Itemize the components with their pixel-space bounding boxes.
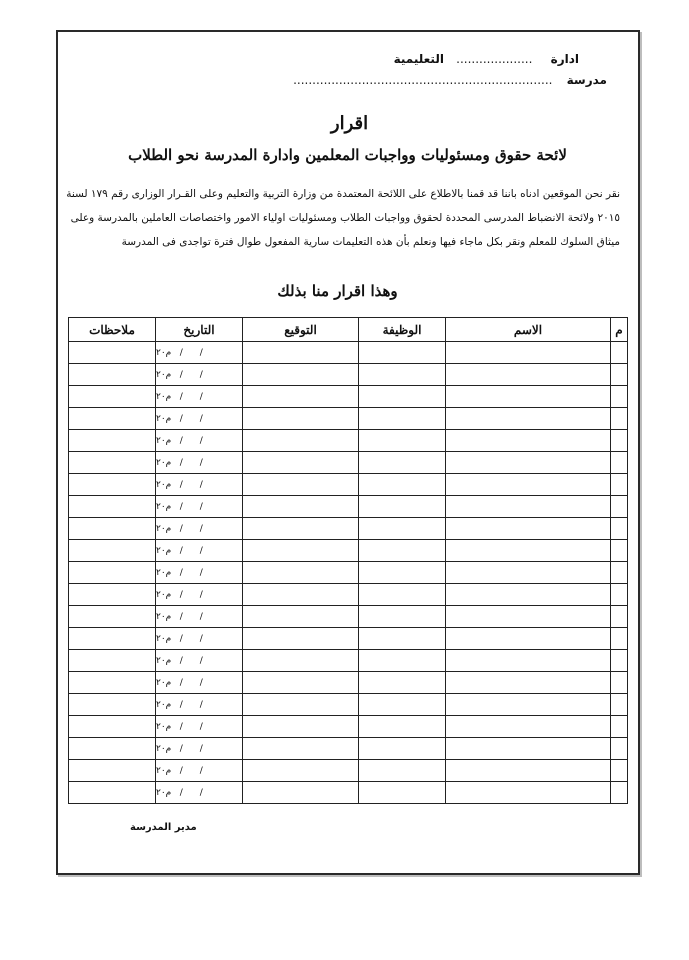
cell-num[interactable]	[611, 584, 628, 606]
date-slash: /	[179, 545, 183, 556]
cell-notes[interactable]	[69, 452, 156, 474]
cell-num[interactable]	[611, 408, 628, 430]
date-slash: /	[179, 479, 183, 490]
cell-notes[interactable]	[69, 606, 156, 628]
date-era-suffix: م	[165, 699, 172, 710]
date-slash: /	[179, 677, 183, 688]
date-year-prefix: ٢٠	[156, 457, 166, 468]
educational-label: التعليمية	[393, 52, 444, 66]
table-row	[69, 540, 628, 562]
cell-notes[interactable]	[69, 562, 156, 584]
cell-name[interactable]	[446, 760, 611, 782]
cell-name[interactable]	[446, 474, 611, 496]
cell-signature[interactable]	[243, 518, 359, 540]
date-era-suffix: م	[165, 413, 172, 424]
date-slash: /	[179, 699, 183, 710]
date-year-prefix: ٢٠	[156, 611, 166, 622]
col-signature-header: التوقيع	[243, 318, 359, 342]
paragraph-line-2: ٢٠١٥ ولائحة الانضباط المدرسى المحددة لحقوق وواجبات الطلاب ومسئوليات اولياء الامور واختصاصات العاملين بالمدرسة وعلى	[70, 212, 620, 224]
cell-job[interactable]	[359, 672, 446, 694]
date-slash: /	[199, 721, 203, 732]
cell-notes[interactable]	[69, 540, 156, 562]
cell-job[interactable]	[359, 364, 446, 386]
date-slash: /	[199, 369, 203, 380]
cell-name[interactable]	[446, 430, 611, 452]
cell-num[interactable]	[611, 364, 628, 386]
cell-name[interactable]	[446, 738, 611, 760]
cell-signature[interactable]	[243, 364, 359, 386]
cell-job[interactable]	[359, 584, 446, 606]
cell-name[interactable]	[446, 496, 611, 518]
date-slash: /	[199, 787, 203, 798]
cell-num[interactable]	[611, 782, 628, 804]
cell-notes[interactable]	[69, 408, 156, 430]
cell-date[interactable]	[156, 650, 243, 672]
date-slash: /	[199, 633, 203, 644]
date-era-suffix: م	[165, 721, 172, 732]
cell-job[interactable]	[359, 760, 446, 782]
table-body	[69, 342, 628, 804]
date-slash: /	[179, 391, 183, 402]
cell-signature[interactable]	[243, 562, 359, 584]
date-slash: /	[179, 501, 183, 512]
date-slash: /	[199, 655, 203, 666]
cell-date[interactable]	[156, 430, 243, 452]
cell-num[interactable]	[611, 738, 628, 760]
cell-notes[interactable]	[69, 650, 156, 672]
school-line	[293, 73, 607, 87]
cell-date[interactable]	[156, 562, 243, 584]
date-era-suffix: م	[165, 589, 172, 600]
cell-job[interactable]	[359, 562, 446, 584]
col-notes-header: ملاحظات	[69, 318, 156, 342]
cell-name[interactable]	[446, 650, 611, 672]
date-slash: /	[179, 413, 183, 424]
date-slash: /	[199, 501, 203, 512]
date-slash: /	[199, 479, 203, 490]
cell-date[interactable]	[156, 782, 243, 804]
date-era-suffix: م	[165, 567, 172, 578]
date-era-suffix: م	[165, 655, 172, 666]
cell-date[interactable]	[156, 738, 243, 760]
cell-job[interactable]	[359, 386, 446, 408]
cell-notes[interactable]	[69, 584, 156, 606]
table-row	[69, 694, 628, 716]
date-era-suffix: م	[165, 347, 172, 358]
date-year-prefix: ٢٠	[156, 721, 166, 732]
date-year-prefix: ٢٠	[156, 765, 166, 776]
cell-job[interactable]	[359, 782, 446, 804]
table-row	[69, 650, 628, 672]
date-year-prefix: ٢٠	[156, 567, 166, 578]
date-year-prefix: ٢٠	[156, 655, 166, 666]
cell-name[interactable]	[446, 694, 611, 716]
cell-num[interactable]	[611, 562, 628, 584]
cell-job[interactable]	[359, 342, 446, 364]
cell-job[interactable]	[359, 430, 446, 452]
col-date-header: التاريخ	[156, 318, 243, 342]
cell-date[interactable]	[156, 716, 243, 738]
table-row	[69, 408, 628, 430]
cell-date[interactable]	[156, 584, 243, 606]
cell-date[interactable]	[156, 606, 243, 628]
date-slash: /	[179, 633, 183, 644]
cell-notes[interactable]	[69, 760, 156, 782]
cell-num[interactable]	[611, 496, 628, 518]
cell-job[interactable]	[359, 716, 446, 738]
cell-num[interactable]	[611, 650, 628, 672]
date-year-prefix: ٢٠	[156, 699, 166, 710]
cell-date[interactable]	[156, 672, 243, 694]
cell-num[interactable]	[611, 694, 628, 716]
cell-num[interactable]	[611, 452, 628, 474]
cell-date[interactable]	[156, 364, 243, 386]
cell-job[interactable]	[359, 518, 446, 540]
cell-signature[interactable]	[243, 540, 359, 562]
date-slash: /	[179, 721, 183, 732]
cell-name[interactable]	[446, 672, 611, 694]
cell-date[interactable]	[156, 518, 243, 540]
principal-signature-label: مدير المدرسة	[130, 822, 197, 833]
cell-signature[interactable]	[243, 628, 359, 650]
cell-date[interactable]	[156, 342, 243, 364]
col-number-header: م	[611, 318, 628, 342]
date-era-suffix: م	[165, 743, 172, 754]
col-job-header: الوظيفة	[359, 318, 446, 342]
administration-label: ادارة	[550, 52, 579, 66]
date-year-prefix: ٢٠	[156, 787, 166, 798]
cell-signature[interactable]	[243, 342, 359, 364]
cell-num[interactable]	[611, 716, 628, 738]
date-slash: /	[179, 589, 183, 600]
date-slash: /	[199, 677, 203, 688]
cell-notes[interactable]	[69, 694, 156, 716]
cell-notes[interactable]	[69, 342, 156, 364]
table-row	[69, 496, 628, 518]
cell-signature[interactable]	[243, 782, 359, 804]
col-name-header: الاسم	[446, 318, 611, 342]
cell-job[interactable]	[359, 738, 446, 760]
cell-num[interactable]	[611, 606, 628, 628]
cell-notes[interactable]	[69, 738, 156, 760]
table-row	[69, 584, 628, 606]
cell-signature[interactable]	[243, 738, 359, 760]
table-header-row	[69, 318, 628, 342]
cell-name[interactable]	[446, 452, 611, 474]
cell-name[interactable]	[446, 518, 611, 540]
cell-job[interactable]	[359, 694, 446, 716]
cell-job[interactable]	[359, 540, 446, 562]
table-row	[69, 386, 628, 408]
date-era-suffix: م	[165, 369, 172, 380]
date-era-suffix: م	[165, 677, 172, 688]
date-era-suffix: م	[165, 391, 172, 402]
date-slash: /	[199, 457, 203, 468]
cell-signature[interactable]	[243, 606, 359, 628]
table-row	[69, 452, 628, 474]
cell-num[interactable]	[611, 430, 628, 452]
cell-num[interactable]	[611, 342, 628, 364]
cell-notes[interactable]	[69, 782, 156, 804]
date-slash: /	[199, 523, 203, 534]
table-row	[69, 474, 628, 496]
date-year-prefix: ٢٠	[156, 413, 166, 424]
cell-date[interactable]	[156, 628, 243, 650]
table-row	[69, 606, 628, 628]
cell-name[interactable]	[446, 342, 611, 364]
cell-name[interactable]	[446, 562, 611, 584]
cell-notes[interactable]	[69, 364, 156, 386]
cell-job[interactable]	[359, 650, 446, 672]
table-row	[69, 760, 628, 782]
date-slash: /	[179, 787, 183, 798]
date-year-prefix: ٢٠	[156, 347, 166, 358]
date-slash: /	[199, 413, 203, 424]
date-year-prefix: ٢٠	[156, 743, 166, 754]
cell-signature[interactable]	[243, 694, 359, 716]
cell-date[interactable]	[156, 452, 243, 474]
date-era-suffix: م	[165, 523, 172, 534]
cell-notes[interactable]	[69, 496, 156, 518]
administration-dots: ....................	[456, 52, 533, 66]
cell-notes[interactable]	[69, 716, 156, 738]
date-year-prefix: ٢٠	[156, 501, 166, 512]
paragraph-line-3: ميثاق السلوك للمعلم ونقر بكل ماجاء فيها ونعلم بأن هذه التعليمات سارية المفعول طوال فترة تواجدى فى المدرسة	[121, 236, 620, 248]
date-year-prefix: ٢٠	[156, 391, 166, 402]
date-slash: /	[199, 765, 203, 776]
cell-signature[interactable]	[243, 408, 359, 430]
date-era-suffix: م	[165, 501, 172, 512]
cell-job[interactable]	[359, 474, 446, 496]
table-row	[69, 782, 628, 804]
date-slash: /	[199, 347, 203, 358]
cell-notes[interactable]	[69, 628, 156, 650]
cell-num[interactable]	[611, 540, 628, 562]
signature-table	[68, 317, 628, 804]
cell-signature[interactable]	[243, 430, 359, 452]
table-row	[69, 738, 628, 760]
cell-job[interactable]	[359, 408, 446, 430]
cell-date[interactable]	[156, 474, 243, 496]
date-slash: /	[199, 567, 203, 578]
date-era-suffix: م	[165, 435, 172, 446]
date-era-suffix: م	[165, 457, 172, 468]
cell-signature[interactable]	[243, 496, 359, 518]
cell-date[interactable]	[156, 760, 243, 782]
paragraph-line-1: نقر نحن الموقعين ادناه باننا قد قمنا بالاطلاع على اللائحة المعتمدة من وزارة التربية والتعليم وعلى القـرار الوزارى رقم ١٧٩ لسنة	[66, 188, 620, 200]
cell-name[interactable]	[446, 584, 611, 606]
cell-date[interactable]	[156, 694, 243, 716]
cell-num[interactable]	[611, 474, 628, 496]
table-row	[69, 364, 628, 386]
cell-notes[interactable]	[69, 430, 156, 452]
cell-name[interactable]	[446, 386, 611, 408]
date-slash: /	[199, 589, 203, 600]
cell-signature[interactable]	[243, 474, 359, 496]
cell-num[interactable]	[611, 386, 628, 408]
date-era-suffix: م	[165, 633, 172, 644]
table-row	[69, 672, 628, 694]
declaration-heading: وهذا اقرار منا بذلك	[277, 282, 398, 300]
cell-signature[interactable]	[243, 452, 359, 474]
date-slash: /	[199, 611, 203, 622]
cell-num[interactable]	[611, 628, 628, 650]
cell-name[interactable]	[446, 716, 611, 738]
date-year-prefix: ٢٠	[156, 435, 166, 446]
date-slash: /	[199, 545, 203, 556]
date-era-suffix: م	[165, 787, 172, 798]
cell-notes[interactable]	[69, 518, 156, 540]
date-year-prefix: ٢٠	[156, 479, 166, 490]
document-subtitle: لائحة حقوق ومسئوليات وواجبات المعلمين وادارة المدرسة نحو الطلاب	[128, 146, 567, 164]
cell-name[interactable]	[446, 408, 611, 430]
date-slash: /	[179, 765, 183, 776]
table-row	[69, 562, 628, 584]
cell-signature[interactable]	[243, 716, 359, 738]
date-era-suffix: م	[165, 611, 172, 622]
date-year-prefix: ٢٠	[156, 369, 166, 380]
date-slash: /	[179, 523, 183, 534]
date-slash: /	[179, 457, 183, 468]
table-row	[69, 342, 628, 364]
cell-signature[interactable]	[243, 672, 359, 694]
cell-job[interactable]	[359, 628, 446, 650]
date-year-prefix: ٢٠	[156, 545, 166, 556]
date-slash: /	[199, 699, 203, 710]
table-row	[69, 628, 628, 650]
school-dots: ....................................................................	[293, 73, 553, 87]
cell-name[interactable]	[446, 364, 611, 386]
cell-num[interactable]	[611, 672, 628, 694]
date-slash: /	[179, 347, 183, 358]
date-slash: /	[179, 611, 183, 622]
cell-notes[interactable]	[69, 386, 156, 408]
administration-line	[394, 52, 579, 66]
cell-name[interactable]	[446, 540, 611, 562]
date-era-suffix: م	[165, 765, 172, 776]
date-slash: /	[179, 567, 183, 578]
cell-notes[interactable]	[69, 474, 156, 496]
date-year-prefix: ٢٠	[156, 589, 166, 600]
table-row	[69, 716, 628, 738]
cell-signature[interactable]	[243, 760, 359, 782]
cell-job[interactable]	[359, 606, 446, 628]
table-row	[69, 430, 628, 452]
date-slash: /	[199, 435, 203, 446]
cell-name[interactable]	[446, 628, 611, 650]
date-year-prefix: ٢٠	[156, 523, 166, 534]
school-label: مدرسة	[566, 73, 607, 87]
date-slash: /	[199, 391, 203, 402]
cell-date[interactable]	[156, 386, 243, 408]
date-slash: /	[179, 369, 183, 380]
cell-name[interactable]	[446, 782, 611, 804]
cell-name[interactable]	[446, 606, 611, 628]
date-era-suffix: م	[165, 545, 172, 556]
date-slash: /	[199, 743, 203, 754]
cell-signature[interactable]	[243, 386, 359, 408]
date-slash: /	[179, 435, 183, 446]
cell-signature[interactable]	[243, 584, 359, 606]
date-slash: /	[179, 743, 183, 754]
date-year-prefix: ٢٠	[156, 633, 166, 644]
cell-notes[interactable]	[69, 672, 156, 694]
cell-date[interactable]	[156, 408, 243, 430]
date-slash: /	[179, 655, 183, 666]
cell-job[interactable]	[359, 496, 446, 518]
date-era-suffix: م	[165, 479, 172, 490]
document-title: اقرار	[330, 113, 369, 134]
cell-date[interactable]	[156, 496, 243, 518]
cell-job[interactable]	[359, 452, 446, 474]
date-year-prefix: ٢٠	[156, 677, 166, 688]
cell-num[interactable]	[611, 518, 628, 540]
cell-signature[interactable]	[243, 650, 359, 672]
cell-date[interactable]	[156, 540, 243, 562]
table-row	[69, 518, 628, 540]
cell-num[interactable]	[611, 760, 628, 782]
